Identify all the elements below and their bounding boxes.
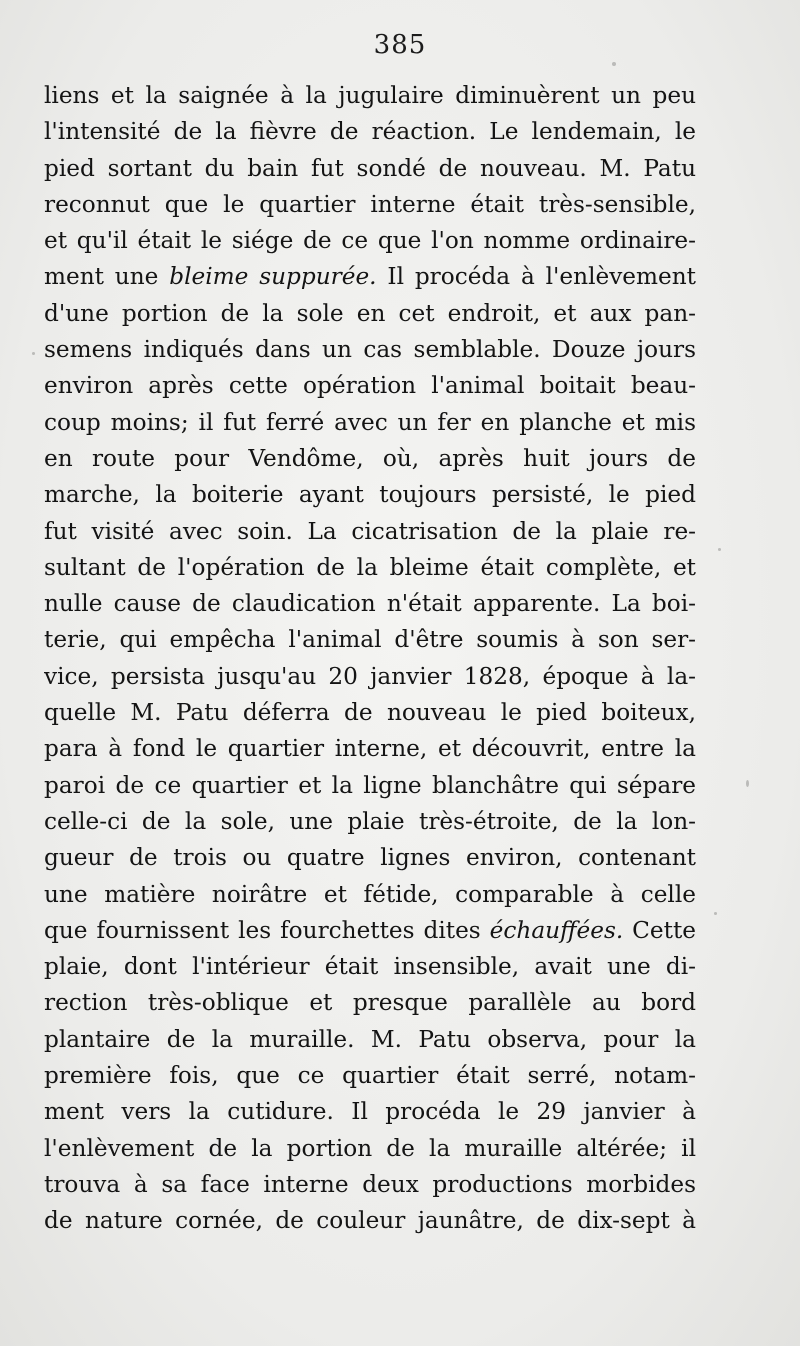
body-text bbox=[44, 78, 696, 1240]
text-line bbox=[44, 1022, 696, 1058]
text-line bbox=[44, 151, 696, 187]
text-line bbox=[44, 114, 696, 150]
text-segment: nulle cause de claudication n'était apparente. La boi- bbox=[44, 590, 696, 618]
text-line bbox=[44, 804, 696, 840]
text-line bbox=[44, 477, 696, 513]
text-segment: terie, qui empêcha l'animal d'être soumis à son ser- bbox=[44, 626, 696, 654]
text-segment: l'enlèvement de la portion de la muraille altérée; il bbox=[44, 1134, 696, 1162]
text-line bbox=[44, 223, 696, 259]
paper-speck bbox=[718, 548, 721, 551]
text-line bbox=[44, 296, 696, 332]
paper-speck bbox=[746, 780, 749, 787]
paper-speck bbox=[32, 352, 35, 355]
text-line bbox=[44, 768, 696, 804]
text-segment: reconnut que le quartier interne était très-sensible, bbox=[44, 190, 696, 218]
text-segment: semens indiqués dans un cas semblable. Douze jours bbox=[44, 336, 696, 364]
page-number: 385 bbox=[373, 30, 427, 60]
text-line bbox=[44, 586, 696, 622]
text-line bbox=[44, 259, 696, 295]
text-line bbox=[44, 877, 696, 913]
text-segment: Cette bbox=[623, 916, 696, 944]
text-line bbox=[44, 514, 696, 550]
text-line bbox=[44, 659, 696, 695]
text-segment: trouva à sa face interne deux productions morbides bbox=[44, 1170, 696, 1198]
italic-term: bleime suppurée. bbox=[169, 263, 377, 291]
text-segment: et qu'il était le siége de ce que l'on nomme ordinaire- bbox=[44, 227, 696, 255]
text-segment: coup moins; il fut ferré avec un fer en planche et mis bbox=[44, 408, 696, 436]
text-line bbox=[44, 441, 696, 477]
text-line bbox=[44, 913, 696, 949]
text-line bbox=[44, 368, 696, 404]
text-segment: gueur de trois ou quatre lignes environ, contenant bbox=[44, 844, 696, 872]
text-line bbox=[44, 1167, 696, 1203]
text-segment: marche, la boiterie ayant toujours persisté, le pied bbox=[44, 481, 696, 509]
text-line bbox=[44, 622, 696, 658]
text-segment: vice, persista jusqu'au 20 janvier 1828, époque à la- bbox=[44, 662, 696, 690]
text-line bbox=[44, 731, 696, 767]
italic-term: échauffées. bbox=[489, 916, 624, 944]
text-segment: rection très-oblique et presque parallèle au bord bbox=[44, 989, 696, 1017]
text-segment: environ après cette opération l'animal boitait beau- bbox=[44, 372, 696, 400]
text-segment: une matière noirâtre et fétide, comparable à celle bbox=[44, 880, 696, 908]
text-segment: plantaire de la muraille. M. Patu observa, pour la bbox=[44, 1025, 696, 1053]
text-segment: première fois, que ce quartier était serré, notam- bbox=[44, 1062, 696, 1090]
text-line bbox=[44, 695, 696, 731]
text-line bbox=[44, 1203, 696, 1239]
text-line bbox=[44, 985, 696, 1021]
text-segment: ment une bbox=[44, 263, 170, 291]
text-line bbox=[44, 405, 696, 441]
text-line bbox=[44, 332, 696, 368]
text-segment: que fournissent les fourchettes dites bbox=[44, 916, 490, 944]
text-line bbox=[44, 1094, 696, 1130]
text-segment: pied sortant du bain fut sondé de nouveau. M. Patu bbox=[44, 154, 696, 182]
text-line bbox=[44, 78, 696, 114]
text-segment: l'intensité de la fièvre de réaction. Le lendemain, le bbox=[44, 118, 696, 146]
text-segment: ment vers la cutidure. Il procéda le 29 janvier à bbox=[44, 1098, 696, 1126]
text-segment: fut visité avec soin. La cicatrisation de la plaie re- bbox=[44, 517, 696, 545]
text-segment: sultant de l'opération de la bleime était complète, et bbox=[44, 553, 696, 581]
text-segment: paroi de ce quartier et la ligne blanchâtre qui sépare bbox=[44, 771, 696, 799]
text-line bbox=[44, 1058, 696, 1094]
text-segment: de nature cornée, de couleur jaunâtre, de dix-sept à bbox=[44, 1207, 696, 1235]
paper-speck bbox=[714, 912, 717, 915]
text-segment: para à fond le quartier interne, et découvrit, entre la bbox=[44, 735, 696, 763]
text-line bbox=[44, 840, 696, 876]
text-line bbox=[44, 550, 696, 586]
text-segment: celle-ci de la sole, une plaie très-étroite, de la lon- bbox=[44, 807, 696, 835]
text-segment: en route pour Vendôme, où, après huit jours de bbox=[44, 444, 696, 472]
text-line bbox=[44, 949, 696, 985]
text-line bbox=[44, 1131, 696, 1167]
text-line bbox=[44, 187, 696, 223]
text-segment: liens et la saignée à la jugulaire diminuèrent un peu bbox=[44, 82, 696, 109]
paper-speck bbox=[612, 62, 616, 66]
text-segment: quelle M. Patu déferra de nouveau le pied boiteux, bbox=[44, 699, 696, 727]
text-segment: Il procéda à l'enlèvement bbox=[376, 263, 696, 291]
text-segment: plaie, dont l'intérieur était insensible, avait une di- bbox=[44, 953, 696, 981]
text-segment: d'une portion de la sole en cet endroit, et aux pan- bbox=[44, 299, 696, 327]
